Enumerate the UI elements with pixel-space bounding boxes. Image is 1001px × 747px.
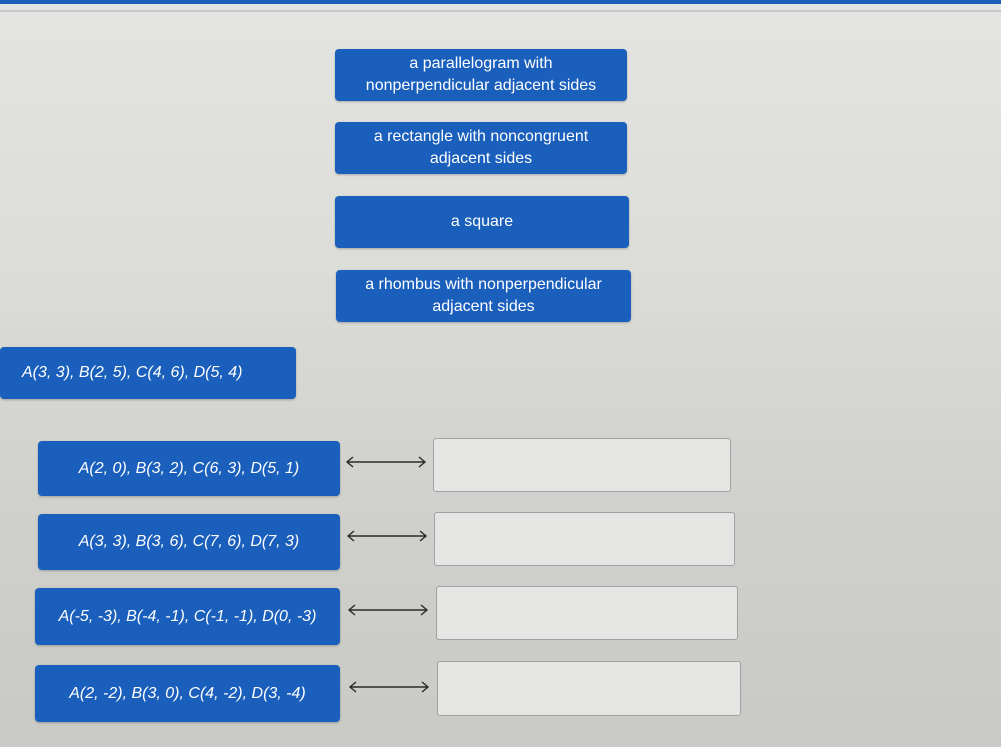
coordinate-tile-row-2 xyxy=(38,514,340,570)
draggable-coordinate-tile[interactable] xyxy=(0,347,296,399)
option-text-line2: nonperpendicular adjacent sides xyxy=(365,77,597,94)
top-divider xyxy=(0,10,1001,12)
option-text-line1: a rhombus with nonperpendicular xyxy=(365,276,602,293)
option-text-line1: a square xyxy=(450,213,514,230)
top-accent-bar xyxy=(0,0,1001,4)
option-text-line2: adjacent sides xyxy=(432,298,535,315)
answer-drop-target-row-3[interactable] xyxy=(436,586,738,640)
coordinate-tile-row-1 xyxy=(38,441,340,496)
double-arrow-icon xyxy=(346,529,428,543)
double-arrow-icon xyxy=(348,680,430,694)
answer-drop-target-row-4[interactable] xyxy=(437,661,741,716)
option-rectangle[interactable] xyxy=(335,122,627,174)
coordinate-text: A(3, 3), B(3, 6), C(7, 6), D(7, 3) xyxy=(78,533,300,550)
option-square[interactable] xyxy=(335,196,629,248)
option-text-line2: adjacent sides xyxy=(429,150,533,167)
coordinate-text: A(3, 3), B(2, 5), C(4, 6), D(5, 4) xyxy=(22,364,243,381)
coordinate-tile-row-3 xyxy=(35,588,340,645)
coordinate-text: A(-5, -3), B(-4, -1), C(-1, -1), D(0, -3) xyxy=(58,607,317,625)
option-text-line1: a parallelogram with xyxy=(409,55,553,72)
double-arrow-icon xyxy=(347,603,429,617)
option-parallelogram[interactable] xyxy=(335,49,627,101)
coordinate-tile-row-4 xyxy=(35,665,340,722)
option-text-line1: a rectangle with noncongruent xyxy=(373,128,589,145)
coordinate-text: A(2, -2), B(3, 0), C(4, -2), D(3, -4) xyxy=(69,684,306,702)
answer-drop-target-row-1[interactable] xyxy=(433,438,731,492)
coordinate-text: A(2, 0), B(3, 2), C(6, 3), D(5, 1) xyxy=(78,459,300,477)
double-arrow-icon xyxy=(345,455,427,469)
answer-drop-target-row-2[interactable] xyxy=(434,512,735,566)
option-rhombus[interactable] xyxy=(336,270,631,322)
